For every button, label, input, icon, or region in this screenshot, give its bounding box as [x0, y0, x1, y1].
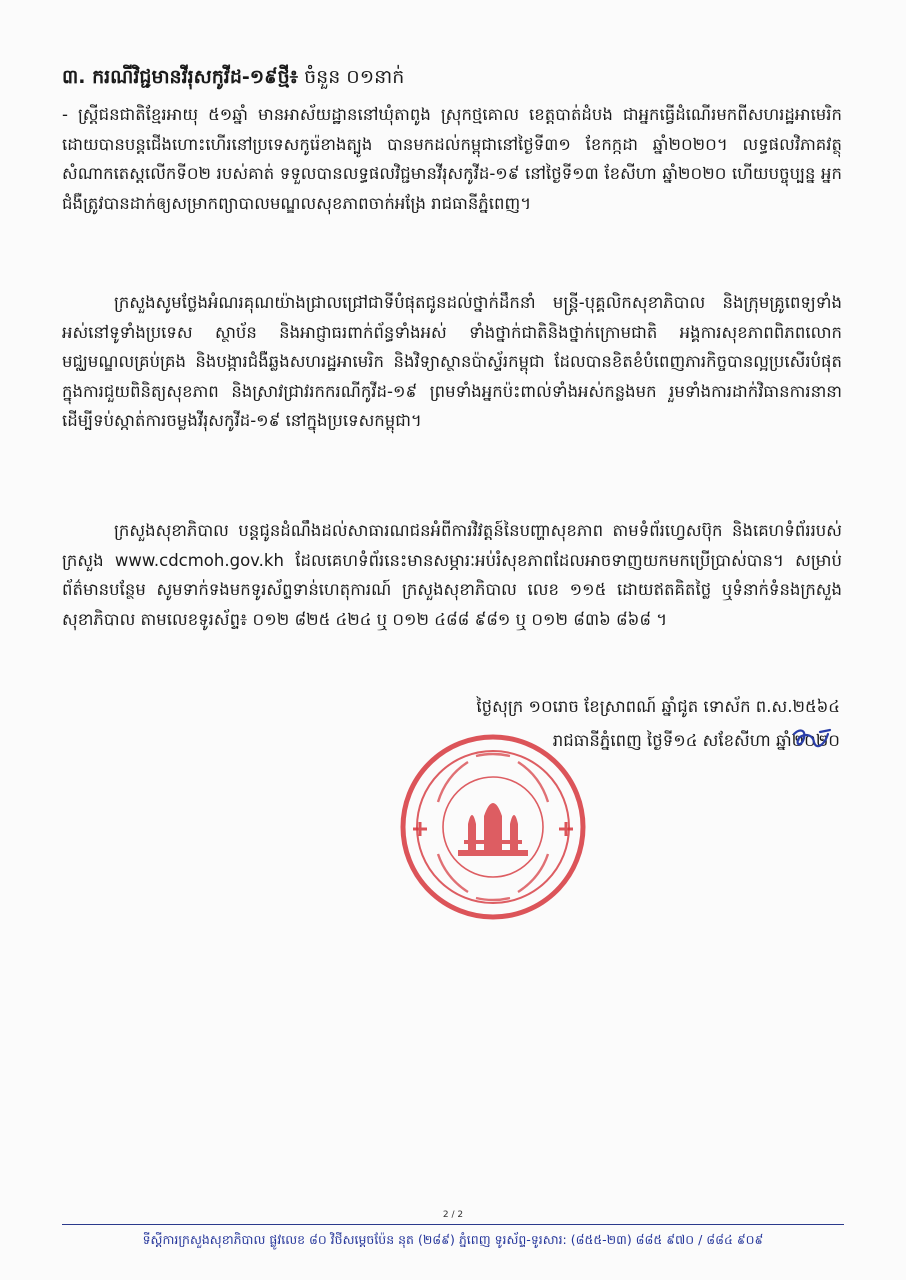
page-number: 2 / 2	[442, 1210, 464, 1220]
lunar-date: ថ្ងៃសុក្រ ១០រោច ខែស្រាពណ៍ ឆ្នាំជូត ទោស័ក ព.ស.២៥៦៤	[476, 697, 840, 716]
public-notice-paragraph: ក្រសួងសុខាភិបាល បន្តជូនដំណឹងដល់សាធារណជនអំពីការវិវត្តន៍នៃបញ្ហាសុខភាព តាមទំព័រហ្វេសប៊ុក និងគេហទំព័ររបស់ក្រសួង www.cdcmoh.gov.kh ដែលគេហទំព័រនេះមានសម្ភារៈអប់រំសុខភាពដែលអាចទាញយកមកប្រើប្រាស់បាន។ សម្រាប់ព័ត៌មានបន្ថែម សូមទាក់ទងមកទូរស័ព្ទទាន់ហេតុការណ៍ ក្រសួងសុខាភិបាល លេខ ១១៥ ដោយឥតគិតថ្លៃ ឬទំនាក់ទំនងក្រសួងសុខាភិបាល តាមលេខទូរស័ព្ទ៖ ០១២ ៨២៥ ៤២៤ ឬ ០១២ ៤៨៨ ៩៨១ ឬ ០១២ ៨៣៦ ៨៦៨ ។	[62, 521, 842, 629]
handwritten-signature	[790, 724, 834, 754]
section-heading-count: ចំនួន ០១នាក់	[298, 66, 405, 88]
section-heading	[62, 62, 852, 92]
footer-divider	[62, 1224, 844, 1225]
temple-emblem-icon	[458, 803, 528, 856]
footer-address: ទីស្តីការក្រសួងសុខាភិបាល ផ្លូវលេខ ៨០ វិថីសម្តេចប៉ែន នុត (២៨៩) ភ្នំពេញ ទូរស័ព្ទ-ទូរសារ: (៨៥៥-២៣) ៨៨៥ ៩៧០ / ៨៨៤ ៩០៩	[142, 1232, 764, 1247]
solar-date: រាជធានីភ្នំពេញ ថ្ងៃទី១៤ សខែសីហា ឆ្នាំ២០២០	[552, 731, 840, 750]
section-heading-title: ៣. ករណីវិជ្ជមានវីរុសកូវីដ-១៩ថ្មី៖	[62, 66, 299, 88]
gratitude-paragraph: ក្រសួងសូមថ្លែងអំណរគុណយ៉ាងជ្រាលជ្រៅជាទីបំផុតជូនដល់ថ្នាក់ដឹកនាំ មន្ត្រី-បុគ្គលិកសុខាភិបាល និងក្រុមគ្រូពេទ្យទាំងអស់នៅទូទាំងប្រទេស ស្ថាប័ន និងអាជ្ញាធរពាក់ព័ន្ធទាំងអស់ ទាំងថ្នាក់ជាតិនិងថ្នាក់ក្រោមជាតិ អង្គការសុខភាពពិភពលោក មជ្ឈមណ្ឌលគ្រប់គ្រង និងបង្ការជំងឺឆ្លងសហរដ្ឋអាមេរិក និងវិទ្យាស្ថានប៉ាស្ទ័រកម្ពុជា ដែលបានខិតខំបំពេញភារកិច្ចបានល្អប្រសើរបំផុត ក្នុងការជួយពិនិត្យសុខភាព និងស្រាវជ្រាវរកករណីកូវីដ-១៩ ព្រមទាំងអ្នកប៉ះពាល់ទាំងអស់កន្លងមក រួមទាំងការដាក់វិធានការនានា ដើម្បីទប់ស្កាត់ការចម្លងវីរុសកូវីដ-១៩ នៅក្នុងប្រទេសកម្ពុជា។	[62, 293, 842, 430]
ministry-seal	[398, 732, 588, 922]
case-description-paragraph: - ស្ត្រីជនជាតិខ្មែរអាយុ ៥១ឆ្នាំ មានអាស័យដ្ឋាននៅឃុំតាពូង ស្រុកថ្មគោល ខេត្តបាត់ដំបង ជាអ្នកធ្វើដំណើរមកពីសហរដ្ឋអាមេរិក ដោយបានបន្តជើងហោះហើរនៅប្រទេសកូរ៉េខាងត្បូង បានមកដល់កម្ពុជានៅថ្ងៃទី៣១ ខែកក្កដា ឆ្នាំ២០២០។ លទ្ធផលវិភាគវត្ថុសំណាកតេស្តលើកទី០២ របស់គាត់ ទទួលបានលទ្ធផលវិជ្ជមានវីរុសកូវីដ-១៩ នៅថ្ងៃទី១៣ ខែសីហា ឆ្នាំ២០២០ ហើយបច្ចុប្បន្ន អ្នកជំងឺត្រូវបានដាក់ឲ្យសម្រាកព្យាបាលមណ្ឌលសុខភាពចាក់អង្រែ រាជធានីភ្នំពេញ។	[62, 105, 842, 213]
